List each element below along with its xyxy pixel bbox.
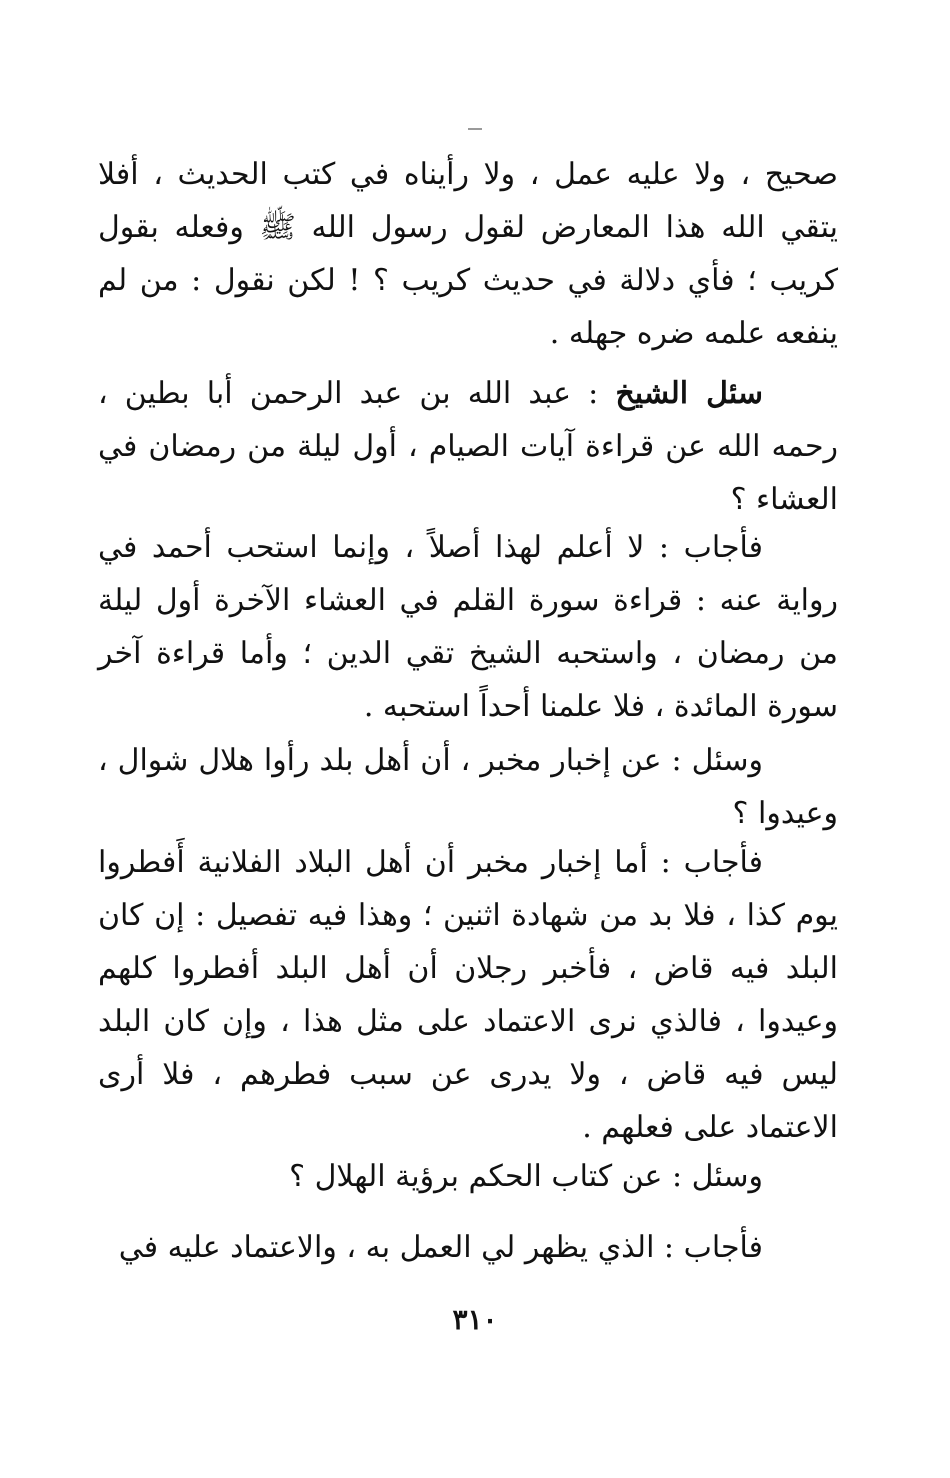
paragraph-text: صحيح ، ولا عليه عمل ، ولا رأيناه في كتب الحديث ، أفلا يتقي الله هذا المعارض لقول رسول الله ﷺ وفعله بقول كريب ؛ فأي دلالة في حديث كريب ؟ ! لكن نقول : من لم ينفعه علمه ضره جهله .	[98, 157, 838, 351]
paragraph-question-ibn-batin	[98, 367, 838, 526]
paragraph-continuation	[98, 148, 838, 360]
paragraph-answer-shawwal	[98, 836, 838, 1154]
paragraph-question-crescent-letter	[98, 1150, 838, 1203]
paragraph-text: فأجاب : الذي يظهر لي العمل به ، والاعتماد عليه في	[118, 1230, 763, 1265]
question-lead: سئل الشيخ	[615, 376, 764, 411]
paragraph-answer-recitation	[98, 521, 838, 733]
paragraph-text: فأجاب : لا أعلم لهذا أصلاً ، وإنما استحب أحمد في رواية عنه : قراءة سورة القلم في العشاء الآخرة أول ليلة من رمضان ، واستحبه الشيخ تقي الدين ؛ وأما قراءة آخر سورة المائدة ، فلا علمنا أحداً استحبه .	[98, 530, 838, 724]
paragraph-text: وسئل : عن إخبار مخبر ، أن أهل بلد رأوا هلال شوال ، وعيدوا ؟	[98, 743, 838, 831]
question-body: : عبد الله بن عبد الرحمن أبا بطين ، رحمه الله عن قراءة آيات الصيام ، أول ليلة من رمضان في العشاء ؟	[98, 376, 838, 517]
paragraph-text: وسئل : عن كتاب الحكم برؤية الهلال ؟	[289, 1159, 763, 1194]
paragraph-text	[98, 367, 838, 526]
paragraph-text: فأجاب : أما إخبار مخبر أن أهل البلاد الفلانية أَفطروا يوم كذا ، فلا بد من شهادة اثنين ؛ وهذا فيه تفصيل : إن كان البلد فيه قاض ، فأخبر رجلان أن أهل البلد أفطروا كلهم وعيدوا ، فالذي نرى الاعتماد على مثل هذا ، وإن كان البلد ليس فيه قاض ، ولا يدرى عن سبب فطرهم ، فلا أرى الاعتماد على فعلهم .	[98, 845, 839, 1145]
paragraph-answer-crescent-letter	[98, 1221, 838, 1274]
top-mark	[468, 128, 482, 130]
paragraph-question-shawwal	[98, 734, 838, 840]
page-number: ٣١٠	[452, 1303, 498, 1336]
